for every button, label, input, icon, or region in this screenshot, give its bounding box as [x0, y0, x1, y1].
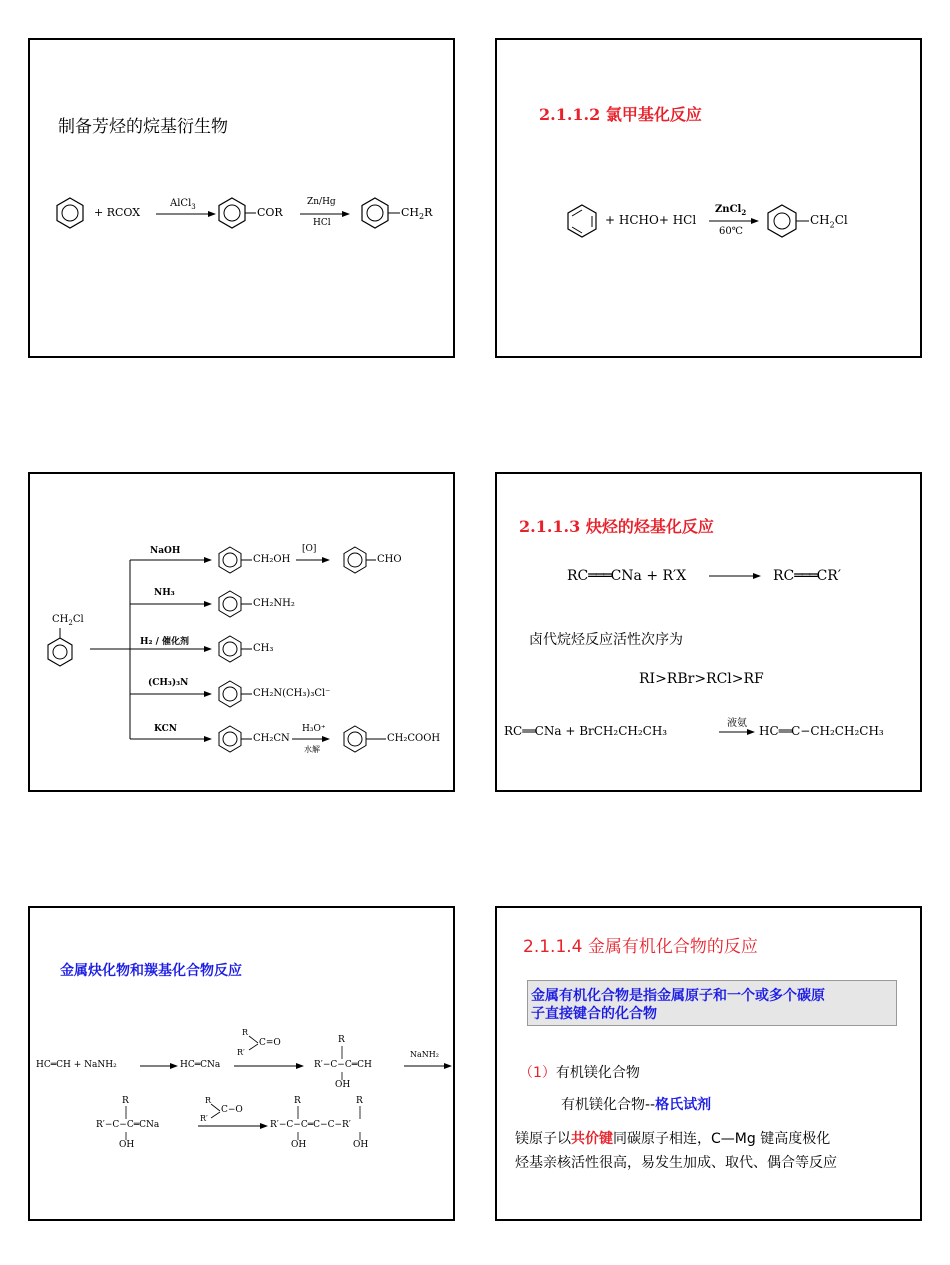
reactant-label: R′−C−C═CNa: [96, 1120, 160, 1130]
carbonyl-label: R: [205, 1096, 212, 1105]
benzene-ring: [219, 591, 241, 617]
product-label: R: [338, 1035, 345, 1045]
equation-2-product: HC══C−CH₂CH₂CH₃: [759, 724, 884, 738]
product-label: CH₂CN: [253, 733, 290, 744]
product-label: CH₂N(CH₃)₃Cl⁻: [253, 688, 331, 699]
definition-line: 子直接键合的化合物: [531, 1006, 657, 1022]
reagent-label: (CH₃)₃N: [148, 678, 189, 688]
catalyst-label: AlCl$_3$: [170, 198, 196, 211]
slide-alkyne-alkylation: [495, 472, 922, 792]
product-label: OH: [353, 1140, 369, 1150]
slide-title: 2.1.1.4 金属有机化合物的反应: [523, 937, 758, 957]
benzene-ring: [768, 205, 796, 237]
product-label: R′−C−C═CH: [314, 1060, 372, 1070]
equation-2: RC══CNa + BrCH₂CH₂CH₃: [504, 724, 668, 738]
slide-organometallic: [495, 906, 922, 1221]
slide-chloromethylation: [495, 38, 922, 358]
definition-line: 金属有机化合物是指金属原子和一个或多个碳原: [531, 988, 825, 1004]
benzene-ring: [57, 198, 83, 228]
benzene-ring: [219, 681, 241, 707]
carbonyl-label: C=O: [259, 1038, 281, 1048]
benzene-ring: [344, 726, 366, 752]
reagent-label: H₃O⁺: [302, 724, 326, 734]
product-label: R′−C−C═C−C−R′: [270, 1120, 351, 1130]
benzene-ring: [219, 726, 241, 752]
benzene-ring: [219, 636, 241, 662]
condition-label: 液氨: [727, 718, 747, 729]
benzene-ring: [568, 205, 596, 237]
benzyl-chloride-label: $CH_2Cl$: [52, 614, 84, 627]
benzene-ring: [344, 547, 366, 573]
benzene-ring: [362, 198, 388, 228]
slide-benzyl-chloride-reactions: [28, 472, 455, 792]
benzene-ring: [219, 547, 241, 573]
product-label: CH₂COOH: [387, 733, 441, 744]
paragraph-line: 镁原子以共价键同碳原子相连，C—Mg 键高度极化: [515, 1131, 831, 1147]
product-label: COR: [257, 206, 283, 219]
reactant-label: R: [122, 1096, 129, 1106]
catalyst-label: ZnCl$_2$: [715, 204, 747, 217]
reaction-tree: [30, 474, 457, 794]
reagent-label: [O]: [302, 544, 317, 554]
product-label: OH: [291, 1140, 307, 1150]
reagent-label: + HCHO+ HCl: [605, 213, 697, 227]
product-label: OH: [335, 1080, 351, 1090]
slide-aromatic-alkyl: [28, 38, 455, 358]
product-label: R: [356, 1096, 363, 1106]
reaction-scheme: [30, 40, 457, 360]
reagent-label: KCN: [154, 724, 177, 734]
product-label: $CH_2Cl$: [810, 213, 848, 230]
definition-box: [527, 980, 897, 1026]
reagent-label: NaNH₂: [410, 1050, 439, 1059]
product-label: $CH_2R$: [401, 206, 433, 222]
reactivity-label: 卤代烷烃反应活性次序为: [529, 632, 683, 648]
slide-title: 制备芳烃的烷基衍生物: [58, 117, 228, 137]
benzene-ring: [48, 638, 72, 666]
condition-label: 水解: [304, 745, 320, 754]
reactant-label: OH: [119, 1140, 135, 1150]
reagent-label: NaOH: [150, 546, 181, 556]
equation-1-product: RC═══CR′: [773, 568, 841, 584]
reaction-scheme: [497, 40, 924, 360]
carbonyl-label: R′: [200, 1114, 208, 1123]
product-label: CH₂OH: [253, 554, 291, 565]
carbonyl-label: R′: [237, 1048, 245, 1057]
product-label: R: [294, 1096, 301, 1106]
carbonyl-label: C−O: [221, 1105, 243, 1115]
subheading-2: 有机镁化合物--格氏试剂: [561, 1097, 712, 1113]
condition-label: 60℃: [719, 226, 743, 237]
carbonyl-label: R: [242, 1028, 249, 1037]
benzene-ring: [219, 198, 245, 228]
slide-title: 2.1.1.2 氯甲基化反应: [539, 105, 702, 124]
product-label: CH₃: [253, 643, 274, 654]
reactant-label: HC═CH + NaNH₂: [36, 1060, 117, 1070]
reactivity-order: RI>RBr>RCl>RF: [639, 671, 764, 687]
slide-metal-acetylide: [28, 906, 455, 1221]
intermediate-label: HC═CNa: [180, 1060, 221, 1070]
product-label: CHO: [377, 554, 402, 565]
reagent-label: + RCOX: [94, 206, 141, 219]
equation-1: RC═══CNa + R′X: [567, 568, 687, 584]
reagent-label: H₂ / 催化剂: [140, 637, 189, 647]
slide-title: 金属炔化物和羰基化合物反应: [60, 963, 242, 979]
slide-title: 2.1.1.3 炔烃的烃基化反应: [519, 517, 714, 536]
catalyst-label: HCl: [313, 218, 331, 228]
paragraph-line: 烃基亲核活性很高，易发生加成、取代、偶合等反应: [515, 1155, 837, 1171]
catalyst-label: Zn/Hg: [307, 197, 336, 207]
subheading-1: （1）有机镁化合物: [519, 1065, 640, 1081]
reagent-label: NH₃: [154, 588, 175, 598]
product-label: CH₂NH₂: [253, 598, 295, 609]
